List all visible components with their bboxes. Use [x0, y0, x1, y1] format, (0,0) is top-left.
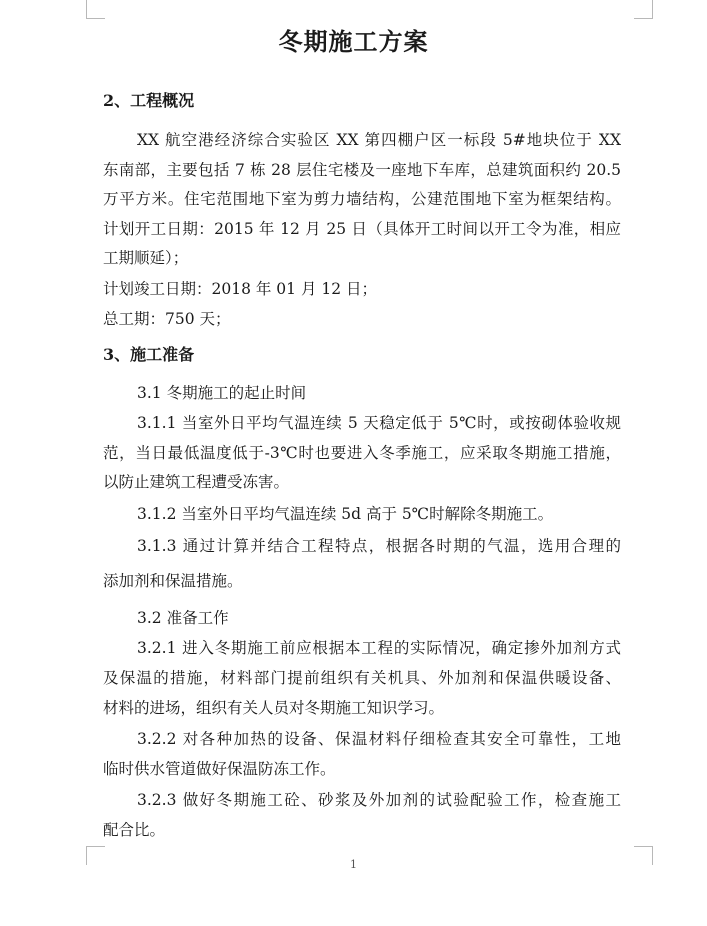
paragraph-line: 配合比。: [103, 821, 166, 839]
page-number: 1: [350, 858, 357, 871]
overview-line: 东南部，主要包括 7 栋 28 层住宅楼及一座地下车库，总建筑面积约 20.5: [103, 161, 621, 179]
paragraph-line: 3.2.2 对各种加热的设备、保温材料仔细检查其安全可靠性，工地: [137, 730, 621, 748]
overview-line: XX 航空港经济综合实验区 XX 第四棚户区一标段 5#地块位于 XX: [137, 131, 621, 149]
paragraph-line: 添加剂和保温措施。: [103, 572, 243, 590]
paragraph-line: 3.2.3 做好冬期施工砼、砂浆及外加剂的试验配验工作，检查施工: [137, 791, 621, 809]
crop-mark-top-left: [86, 0, 105, 19]
paragraph-line: 3.1.3 通过计算并结合工程特点，根据各时期的气温，选用合理的: [137, 537, 621, 555]
paragraph-line: 材料的进场，组织有关人员对冬期施工知识学习。: [103, 699, 445, 717]
paragraph-line: 3.1.1 当室外日平均气温连续 5 天稳定低于 5℃时，或按砌体验收规: [137, 414, 621, 432]
overview-line: 万平方米。住宅范围地下室为剪力墙结构，公建范围地下室为框架结构。: [103, 190, 621, 208]
document-title: 冬期施工方案: [278, 27, 429, 56]
paragraph-line: 及保温的措施，材料部门提前组织有关机具、外加剂和保温供暖设备、: [103, 669, 621, 687]
overview-line: 工期顺延）；: [103, 249, 189, 267]
paragraph-line: 以防止建筑工程遭受冻害。: [103, 473, 290, 491]
paragraph-line: 3.1.2 当室外日平均气温连续 5d 高于 5℃时解除冬期施工。: [137, 505, 554, 523]
paragraph-line: 3.2.1 进入冬期施工前应根据本工程的实际情况，确定掺外加剂方式: [137, 639, 621, 657]
overview-line: 计划开工日期：2015 年 12 月 25 日（具体开工时间以开工令为准，相应: [103, 220, 621, 238]
section-heading-overview: 2、工程概况: [103, 91, 195, 110]
paragraph-line: 临时供水管道做好保温防冻工作。: [103, 760, 336, 778]
section-heading-preparation: 3、施工准备: [103, 345, 195, 364]
subsection-heading: 3.2 准备工作: [137, 609, 229, 627]
subsection-heading: 3.1 冬期施工的起止时间: [137, 384, 307, 402]
overview-line: 总工期：750 天；: [103, 310, 231, 328]
paragraph-line: 范，当日最低温度低于-3℃时也要进入冬季施工，应采取冬期施工措施，: [103, 444, 621, 462]
overview-line: 计划竣工日期：2018 年 01 月 12 日；: [103, 280, 378, 298]
crop-mark-top-right: [634, 0, 653, 19]
